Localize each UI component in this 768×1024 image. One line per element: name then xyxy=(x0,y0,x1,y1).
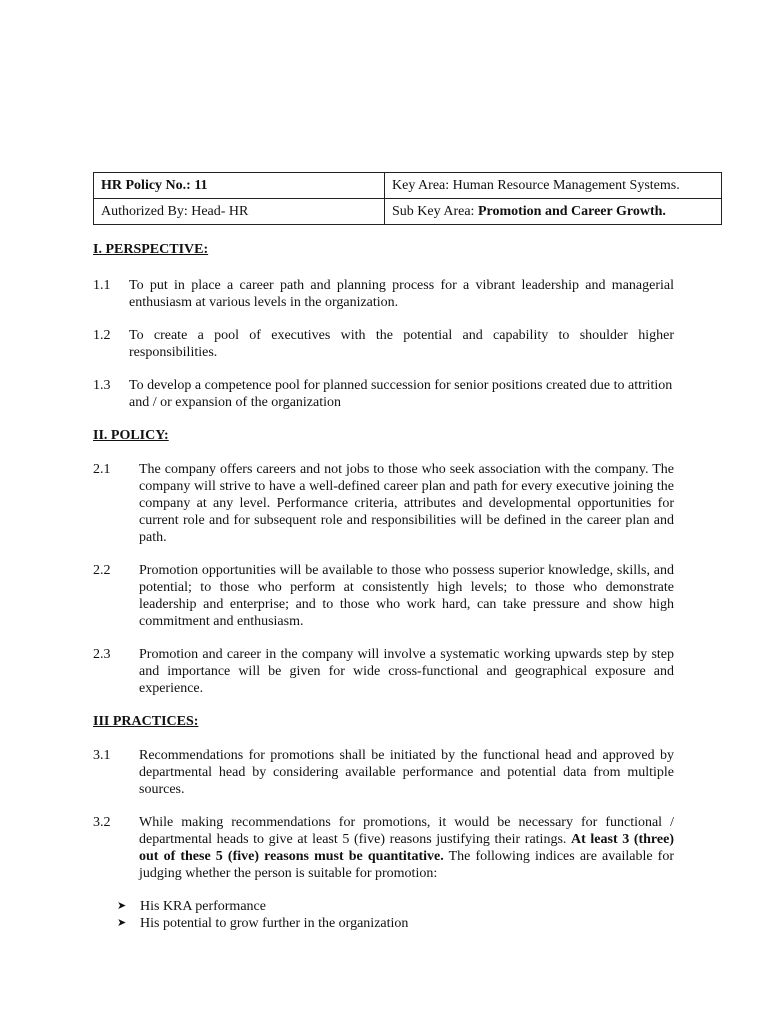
sub-key-area-label: Sub Key Area: xyxy=(392,204,478,219)
clause-3-1 xyxy=(93,747,674,798)
clause-text-part-a: While making recommendations for promotions, it would be necessary for functional / departmental heads to give at least 5 (five) reasons justifying their ratings. xyxy=(139,815,674,847)
clause-number: 2.2 xyxy=(93,563,111,578)
list-item-text: His KRA performance xyxy=(140,899,266,914)
clause-number: 3.1 xyxy=(93,748,111,763)
clause-text-bold: At least 3 (three) out of these 5 (five) reasons must be quantitative. xyxy=(139,832,674,864)
header-row-1 xyxy=(94,173,722,199)
section-heading-perspective: I. PERSPECTIVE: xyxy=(93,242,209,257)
clause-2-2 xyxy=(93,562,674,630)
clause-number: 1.1 xyxy=(93,278,111,293)
clause-text-part-b: The following indices are available for judging whether the person is suitable for promotion: xyxy=(139,849,674,881)
clause-text xyxy=(139,814,674,882)
clause-3-2 xyxy=(93,814,674,882)
clause-1-1 xyxy=(93,277,674,311)
promotion-indices-list xyxy=(93,898,674,932)
clause-number: 1.2 xyxy=(93,328,111,343)
authorized-by-cell: Authorized By: Head- HR xyxy=(94,199,385,225)
arrowhead-bullet-icon: ➤ xyxy=(117,917,127,929)
clause-text: To develop a competence pool for planned succession for senior positions created due to attrition and / or expansion of the organization xyxy=(129,378,673,410)
sub-key-area-cell xyxy=(385,199,722,225)
clause-1-3 xyxy=(93,377,674,411)
clause-number: 2.3 xyxy=(93,647,111,662)
clause-text: The company offers careers and not jobs to those who seek association with the company. The company will strive to have a well-defined career plan and path for every executive joining the company at any level. Performance criteria, attributes and developmental opportunities for current role and for subsequent role and responsibilities will be defined in the career plan and path. xyxy=(139,462,674,545)
list-item-text: His potential to grow further in the organization xyxy=(140,916,409,931)
key-area-cell: Key Area: Human Resource Management Systems. xyxy=(385,173,722,199)
section-heading-practices: III PRACTICES: xyxy=(93,714,199,729)
clause-text: To put in place a career path and planning process for a vibrant leadership and managerial enthusiasm at various levels in the organization. xyxy=(129,278,674,310)
clause-number: 1.3 xyxy=(93,378,111,393)
list-item xyxy=(93,898,674,915)
clause-text: Recommendations for promotions shall be initiated by the functional head and approved by departmental head by considering available performance and potential data from multiple sources. xyxy=(139,748,674,797)
clause-number: 3.2 xyxy=(93,815,111,830)
header-row-2 xyxy=(94,199,722,225)
clause-text: Promotion and career in the company will involve a systematic working upwards step by step and importance will be given for wide cross-functional and geographical exposure and experience. xyxy=(139,647,674,696)
clause-text: Promotion opportunities will be available to those who possess superior knowledge, skills, and potential; to those who perform at consistently high levels; to those who demonstrate leadership and enterprise; and to those who work hard, can take pressure and show high commitment and enthusiasm. xyxy=(139,563,674,629)
clause-2-3 xyxy=(93,646,674,697)
clause-2-1 xyxy=(93,461,674,546)
policy-number: HR Policy No.: 11 xyxy=(101,178,208,193)
policy-number-cell xyxy=(94,173,385,199)
document-body xyxy=(93,241,674,932)
sub-key-area-value: Promotion and Career Growth. xyxy=(477,204,666,219)
list-item xyxy=(93,915,674,932)
section-heading-policy: II. POLICY: xyxy=(93,428,169,443)
clause-text: To create a pool of executives with the potential and capability to shoulder higher responsibilities. xyxy=(129,328,674,360)
policy-header-table xyxy=(93,172,722,225)
clause-1-2 xyxy=(93,327,674,361)
clause-number: 2.1 xyxy=(93,462,111,477)
arrowhead-bullet-icon: ➤ xyxy=(117,900,127,912)
